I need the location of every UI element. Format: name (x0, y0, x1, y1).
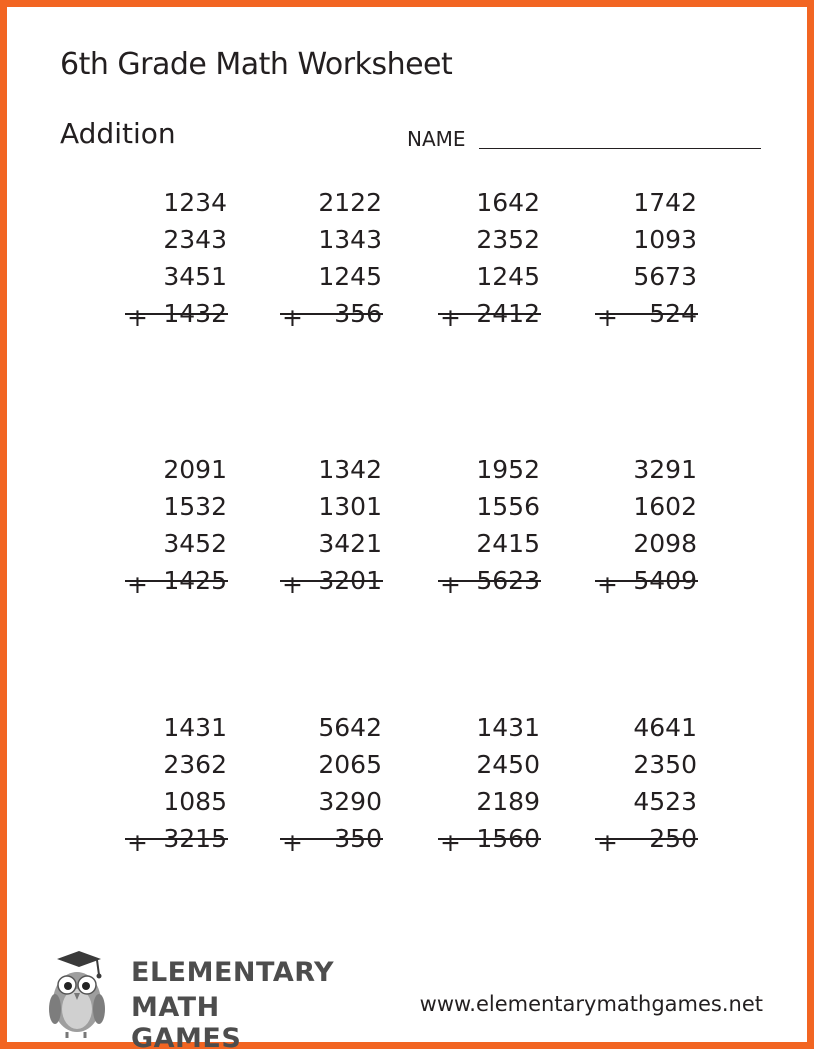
plus-sign: + (597, 570, 618, 599)
addend: 3421 (318, 529, 382, 558)
addend: 2091 (163, 455, 227, 484)
answer-line[interactable] (595, 580, 698, 582)
addend: 2343 (163, 225, 227, 254)
answer-line[interactable] (595, 313, 698, 315)
addend: 3451 (163, 262, 227, 291)
answer-line[interactable] (280, 580, 383, 582)
addition-problem (125, 713, 235, 857)
addend: 3215 (163, 824, 227, 853)
addend: 5409 (633, 566, 697, 595)
logo-text-line1: ELEMENTARY (131, 957, 335, 988)
addend: 350 (334, 824, 382, 853)
answer-line[interactable] (595, 838, 698, 840)
addition-problem (595, 713, 705, 857)
addend: 1952 (476, 455, 540, 484)
answer-line[interactable] (125, 838, 228, 840)
plus-sign: + (597, 303, 618, 332)
addend: 2415 (476, 529, 540, 558)
addend: 1301 (318, 492, 382, 521)
name-label: NAME (407, 127, 466, 151)
plus-sign: + (127, 828, 148, 857)
addend: 2412 (476, 299, 540, 328)
addition-problem (280, 713, 390, 857)
plus-sign: + (282, 828, 303, 857)
answer-line[interactable] (280, 313, 383, 315)
addition-problem (280, 455, 390, 599)
logo-text-line2: MATH GAMES (131, 992, 242, 1054)
plus-sign: + (282, 570, 303, 599)
plus-sign: + (127, 570, 148, 599)
plus-sign: + (597, 828, 618, 857)
worksheet-subtitle: Addition (60, 117, 176, 150)
addend: 1431 (476, 713, 540, 742)
addition-problem (125, 188, 235, 332)
addend: 1432 (163, 299, 227, 328)
addend: 2352 (476, 225, 540, 254)
addend: 2065 (318, 750, 382, 779)
addition-problem (125, 455, 235, 599)
addend: 1245 (318, 262, 382, 291)
addend: 1742 (633, 188, 697, 217)
addend: 5623 (476, 566, 540, 595)
addend: 2350 (633, 750, 697, 779)
answer-line[interactable] (125, 313, 228, 315)
addend: 1532 (163, 492, 227, 521)
addend: 1425 (163, 566, 227, 595)
plus-sign: + (440, 828, 461, 857)
addend: 1642 (476, 188, 540, 217)
addition-problem (438, 455, 548, 599)
addend: 3290 (318, 787, 382, 816)
addend: 1093 (633, 225, 697, 254)
answer-line[interactable] (125, 580, 228, 582)
addend: 4523 (633, 787, 697, 816)
name-answer-line[interactable] (479, 148, 761, 149)
addition-problem (595, 455, 705, 599)
owl-graduate-icon (39, 947, 109, 1042)
addend: 2098 (633, 529, 697, 558)
addend: 1343 (318, 225, 382, 254)
addend: 5673 (633, 262, 697, 291)
page-title: 6th Grade Math Worksheet (60, 47, 453, 82)
addend: 3201 (318, 566, 382, 595)
answer-line[interactable] (438, 313, 541, 315)
addend: 356 (334, 299, 382, 328)
footer-website-link[interactable]: www.elementarymathgames.net (419, 992, 763, 1016)
addend: 1431 (163, 713, 227, 742)
addend: 1556 (476, 492, 540, 521)
addend: 1245 (476, 262, 540, 291)
addend: 3452 (163, 529, 227, 558)
addend: 524 (649, 299, 697, 328)
addend: 250 (649, 824, 697, 853)
plus-sign: + (282, 303, 303, 332)
answer-line[interactable] (438, 838, 541, 840)
addition-problem (438, 188, 548, 332)
addend: 2362 (163, 750, 227, 779)
addend: 1085 (163, 787, 227, 816)
logo (39, 947, 335, 1054)
addend: 4641 (633, 713, 697, 742)
addend: 2450 (476, 750, 540, 779)
addend: 3291 (633, 455, 697, 484)
addend: 1560 (476, 824, 540, 853)
addition-problem (280, 188, 390, 332)
addend: 5642 (318, 713, 382, 742)
addition-problem (438, 713, 548, 857)
addend: 2122 (318, 188, 382, 217)
answer-line[interactable] (280, 838, 383, 840)
addend: 1602 (633, 492, 697, 521)
plus-sign: + (440, 303, 461, 332)
addend: 1342 (318, 455, 382, 484)
answer-line[interactable] (438, 580, 541, 582)
addition-problem (595, 188, 705, 332)
plus-sign: + (440, 570, 461, 599)
addend: 1234 (163, 188, 227, 217)
addend: 2189 (476, 787, 540, 816)
plus-sign: + (127, 303, 148, 332)
